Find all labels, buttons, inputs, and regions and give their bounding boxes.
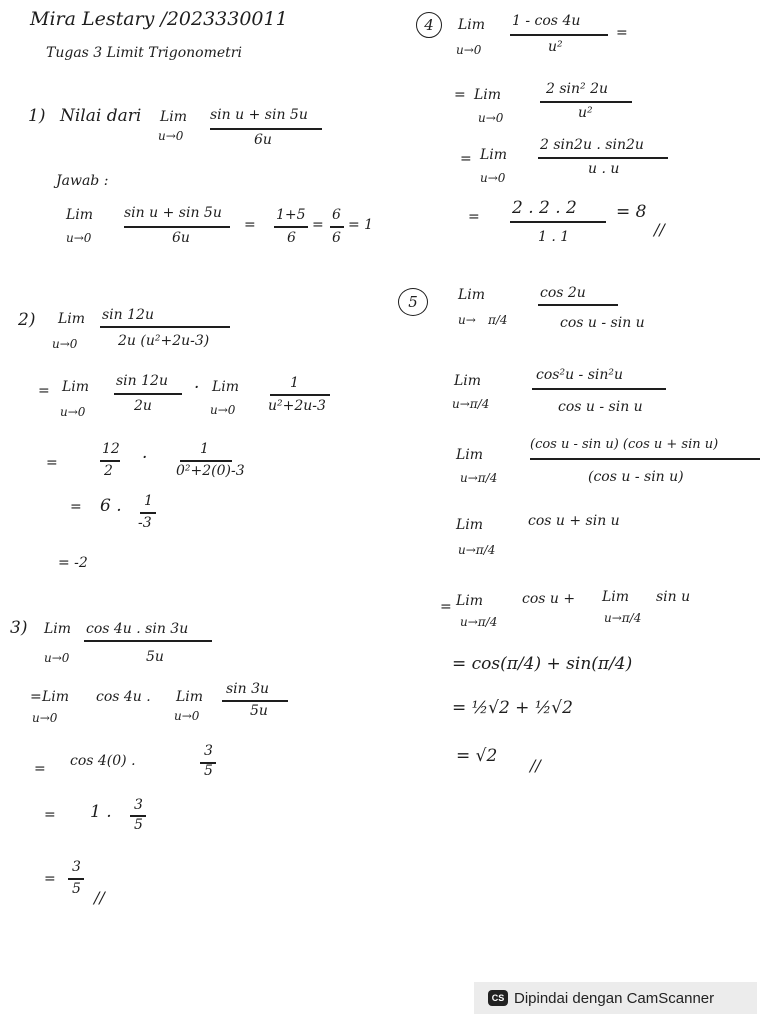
problem-1-fraction-bar [210,128,322,130]
problem-3-step1-num-b: sin 3u [226,681,270,697]
problem-2-result: = -2 [58,555,88,571]
problem-4-step3-eq: = [468,209,480,225]
problem-5-step1-lim: Lim [454,373,482,389]
problem-3-lim: Lim [44,621,72,637]
problem-5-step2-bar [530,458,760,460]
problem-1-equals: = [244,217,256,233]
problem-3-step1-lim-a: Lim [42,689,70,705]
problem-3-step3-eq: = [44,807,56,823]
problem-5-step5: = cos(π/4) + sin(π/4) [452,654,633,674]
problem-4-step1-sub: u→0 [478,111,504,125]
problem-3-step1-bar-b [222,700,288,702]
problem-5-sub-arrow: u→ [458,313,476,327]
problem-3-step4-num: 3 [72,859,81,875]
problem-2-numerator: sin 12u [102,307,154,323]
problem-2-step2-den-a: 2 [104,463,113,479]
problem-5-step4-lim-b: Lim [602,589,630,605]
problem-4-sub: u→0 [456,43,482,57]
problem-1-answer-sub: u→0 [66,231,92,245]
problem-3-fraction-bar [84,640,212,642]
problem-5-fraction-bar [538,304,618,306]
problem-5-step2-lim: Lim [456,447,484,463]
problem-5-numerator: cos 2u [540,285,586,301]
problem-4-lim: Lim [458,17,486,33]
problem-3-step3-den: 5 [134,817,143,833]
problem-4-number: 4 [416,12,442,38]
problem-5-step1-num: cos²u - sin²u [536,367,624,383]
problem-4-step1-bar [540,101,632,103]
problem-2-sub: u→0 [52,337,78,351]
problem-1-frac1-den: 6 [287,230,296,246]
problem-1-sub: u→0 [158,129,184,143]
problem-2-step1-lim-a: Lim [62,379,90,395]
problem-5-step1-den: cos u - sin u [558,399,643,415]
problem-5-step2-den: (cos u - sin u) [588,469,684,485]
problem-4-step2-sub: u→0 [480,171,506,185]
problem-3-denominator: 5u [146,649,164,665]
problem-4-step3-result: = 8 [616,202,647,222]
camscanner-watermark-text: Dipindai dengan CamScanner [514,989,715,1007]
problem-4-step2-num: 2 sin2u . sin2u [540,137,644,153]
problem-5-step3-expr: cos u + sin u [528,513,620,529]
problem-2-step1-num-a: sin 12u [116,373,168,389]
problem-5-number: 5 [398,288,428,316]
student-name-id: Mira Lestary /2023330011 [30,8,288,30]
problem-2-step3-bar [140,512,156,514]
problem-3-step1-a: cos 4u . [96,689,151,705]
problem-1-denominator: 6u [254,132,272,148]
assignment-title: Tugas 3 Limit Trigonometri [46,45,242,61]
problem-5-denominator: cos u - sin u [560,315,645,331]
problem-2-step2-num-b: 1 [200,441,209,457]
problem-3-step1-sub-a: u→0 [32,711,58,725]
problem-2-step1-dot: · [194,378,200,398]
problem-3-step4-eq: = [44,871,56,887]
problem-3-number: 3) [10,618,28,638]
problem-1-numerator: sin u + sin 5u [210,107,308,123]
problem-4-done-mark: // [654,220,665,239]
problem-5-lim: Lim [458,287,486,303]
problem-4-equals: = [616,25,628,41]
problem-2-step1-den-b: u²+2u-3 [268,398,326,414]
problem-3-step3-a: 1 . [90,802,112,822]
problem-1-result: = 1 [348,217,374,233]
problem-1-equals-2: = [312,217,324,233]
problem-1-number: 1) [28,106,46,126]
problem-5-step4-b: sin u [656,589,691,605]
problem-2-step1-num-b: 1 [290,375,299,391]
problem-1-answer-bar [124,226,230,228]
problem-2-step1-bar-b [270,394,330,396]
problem-1-frac2-den: 6 [332,230,341,246]
problem-1-lim: Lim [160,109,188,125]
problem-2-step2-bar-a [100,460,120,462]
camscanner-logo-icon: CS [488,990,508,1006]
problem-1-answer-label: Jawab : [56,173,109,189]
problem-3-step2-den: 5 [204,763,213,779]
problem-4-step1-num: 2 sin² 2u [546,81,609,97]
problem-3-step2-a: cos 4(0) . [70,753,136,769]
problem-3-step2-eq: = [34,761,46,777]
problem-1-question: Nilai dari [60,106,142,126]
problem-2-step2-num-a: 12 [102,441,120,457]
problem-4-denominator: u² [548,39,563,55]
problem-5-step1-sub: u→π/4 [452,397,490,411]
problem-5-step4-lim-a: Lim [456,593,484,609]
problem-3-step4-den: 5 [72,881,81,897]
problem-2-lim: Lim [58,311,86,327]
problem-2-step1-sub-a: u→0 [60,405,86,419]
problem-2-fraction-bar [100,326,230,328]
problem-2-step1-sub-b: u→0 [210,403,236,417]
problem-2-step3-den: -3 [138,515,152,531]
problem-5-done-mark: // [530,756,541,775]
problem-3-step1-lim-b: Lim [176,689,204,705]
problem-4-step1-den: u² [578,105,593,121]
problem-4-step1-lim: Lim [474,87,502,103]
problem-2-step1-den-a: 2u [134,398,152,414]
problem-4-step2-den: u . u [588,161,620,177]
problem-3-done-mark: // [94,888,105,907]
problem-5-step3-lim: Lim [456,517,484,533]
problem-5-step4-sub-b: u→π/4 [604,611,642,625]
problem-5-step3-sub: u→π/4 [458,543,496,557]
problem-2-denominator: 2u (u²+2u-3) [118,333,210,349]
problem-3-sub: u→0 [44,651,70,665]
problem-1-frac1-num: 1+5 [276,207,306,223]
problem-2-step2-den-b: 0²+2(0)-3 [176,463,245,479]
problem-3-step1-den-b: 5u [250,703,268,719]
problem-2-step1-eq: = [38,383,50,399]
problem-2-step1-bar-a [114,393,182,395]
problem-5-step4-sub-a: u→π/4 [460,615,498,629]
problem-4-step2-lim: Lim [480,147,508,163]
problem-1-frac1-bar [274,226,308,228]
problem-3-step1-eq: = [30,689,42,705]
problem-1-answer-lim: Lim [66,207,94,223]
problem-2-step2-dot: · [142,448,148,468]
problem-2-step2-eq: = [46,455,58,471]
problem-1-frac2-bar [330,226,344,228]
problem-4-fraction-bar [510,34,608,36]
problem-5-result: = √2 [456,746,498,766]
problem-4-step2-bar [538,157,668,159]
problem-4-step3-bar [510,221,606,223]
problem-3-step3-num: 3 [134,797,143,813]
problem-2-step3-value: 6 . [100,496,122,516]
problem-4-step3-num: 2 . 2 . 2 [512,198,577,218]
problem-1-answer-numerator: sin u + sin 5u [124,205,222,221]
problem-4-step1-eq: = [454,87,466,103]
problem-5-step2-sub: u→π/4 [460,471,498,485]
problem-3-numerator: cos 4u . sin 3u [86,621,189,637]
camscanner-watermark [474,982,757,1014]
problem-2-number: 2) [18,310,36,330]
problem-5-step4-a: cos u + [522,591,576,607]
problem-4-step2-eq: = [460,151,472,167]
problem-5-step1-bar [532,388,666,390]
problem-4-step3-den: 1 . 1 [538,229,570,245]
problem-2-step3-eq: = [70,499,82,515]
problem-5-step6: = ½√2 + ½√2 [452,698,573,718]
problem-2-step2-bar-b [180,460,232,462]
problem-3-step1-sub-b: u→0 [174,709,200,723]
problem-3-step2-num: 3 [204,743,213,759]
problem-4-numerator: 1 - cos 4u [512,13,581,29]
problem-5-step2-num: (cos u - sin u) (cos u + sin u) [530,437,719,452]
problem-2-step1-lim-b: Lim [212,379,240,395]
problem-5-step4-eq: = [440,599,452,615]
problem-3-step4-bar [68,878,84,880]
problem-1-answer-denominator: 6u [172,230,190,246]
problem-1-frac2-num: 6 [332,207,341,223]
problem-2-step3-num: 1 [144,493,153,509]
problem-5-sub-value: π/4 [488,313,508,327]
